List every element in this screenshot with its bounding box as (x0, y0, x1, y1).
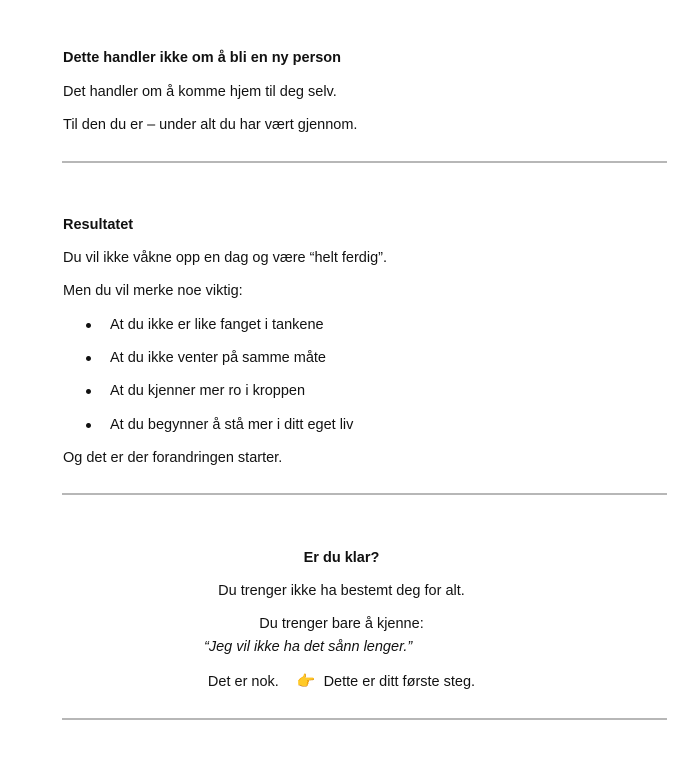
divider-3 (62, 718, 667, 720)
section1-heading: Dette handler ikke om å bli en ny person (63, 50, 341, 66)
list-item: At du kjenner mer ro i kroppen (110, 383, 306, 399)
bullet-marker (86, 323, 91, 328)
section1-line2: Til den du er – under alt du har vært gjennom. (63, 117, 358, 133)
bullet-marker (86, 423, 91, 428)
bullet-marker (86, 389, 91, 394)
section2-closing: Og det er der forandringen starter. (63, 450, 283, 466)
section2-line2: Men du vil merke noe viktig: (63, 283, 243, 299)
list-item: At du begynner å stå mer i ditt eget liv (110, 417, 354, 433)
section2-heading: Resultatet (63, 217, 134, 233)
divider-2 (62, 493, 667, 495)
section3-quote: “Jeg vil ikke ha det sånn lenger.” (204, 639, 413, 655)
section3-line2: Du trenger bare å kjenne: (259, 616, 424, 632)
section2-line1: Du vil ikke våkne opp en dag og være “helt ferdig”. (63, 250, 388, 266)
section3-line1: Du trenger ikke ha bestemt deg for alt. (218, 583, 465, 599)
list-item: At du ikke er like fanget i tankene (110, 317, 324, 333)
list-item: At du ikke venter på samme måte (110, 350, 326, 366)
section3-final-line (0, 673, 683, 691)
pointing-hand-icon: 👉 (296, 673, 316, 690)
final-left-text: Det er nok. (207, 674, 279, 690)
section1-line1: Det handler om å komme hjem til deg selv. (63, 84, 337, 100)
final-right-text: Dette er ditt første steg. (323, 674, 476, 690)
section3-heading: Er du klar? (303, 550, 380, 566)
divider-1 (62, 161, 667, 163)
bullet-marker (86, 356, 91, 361)
